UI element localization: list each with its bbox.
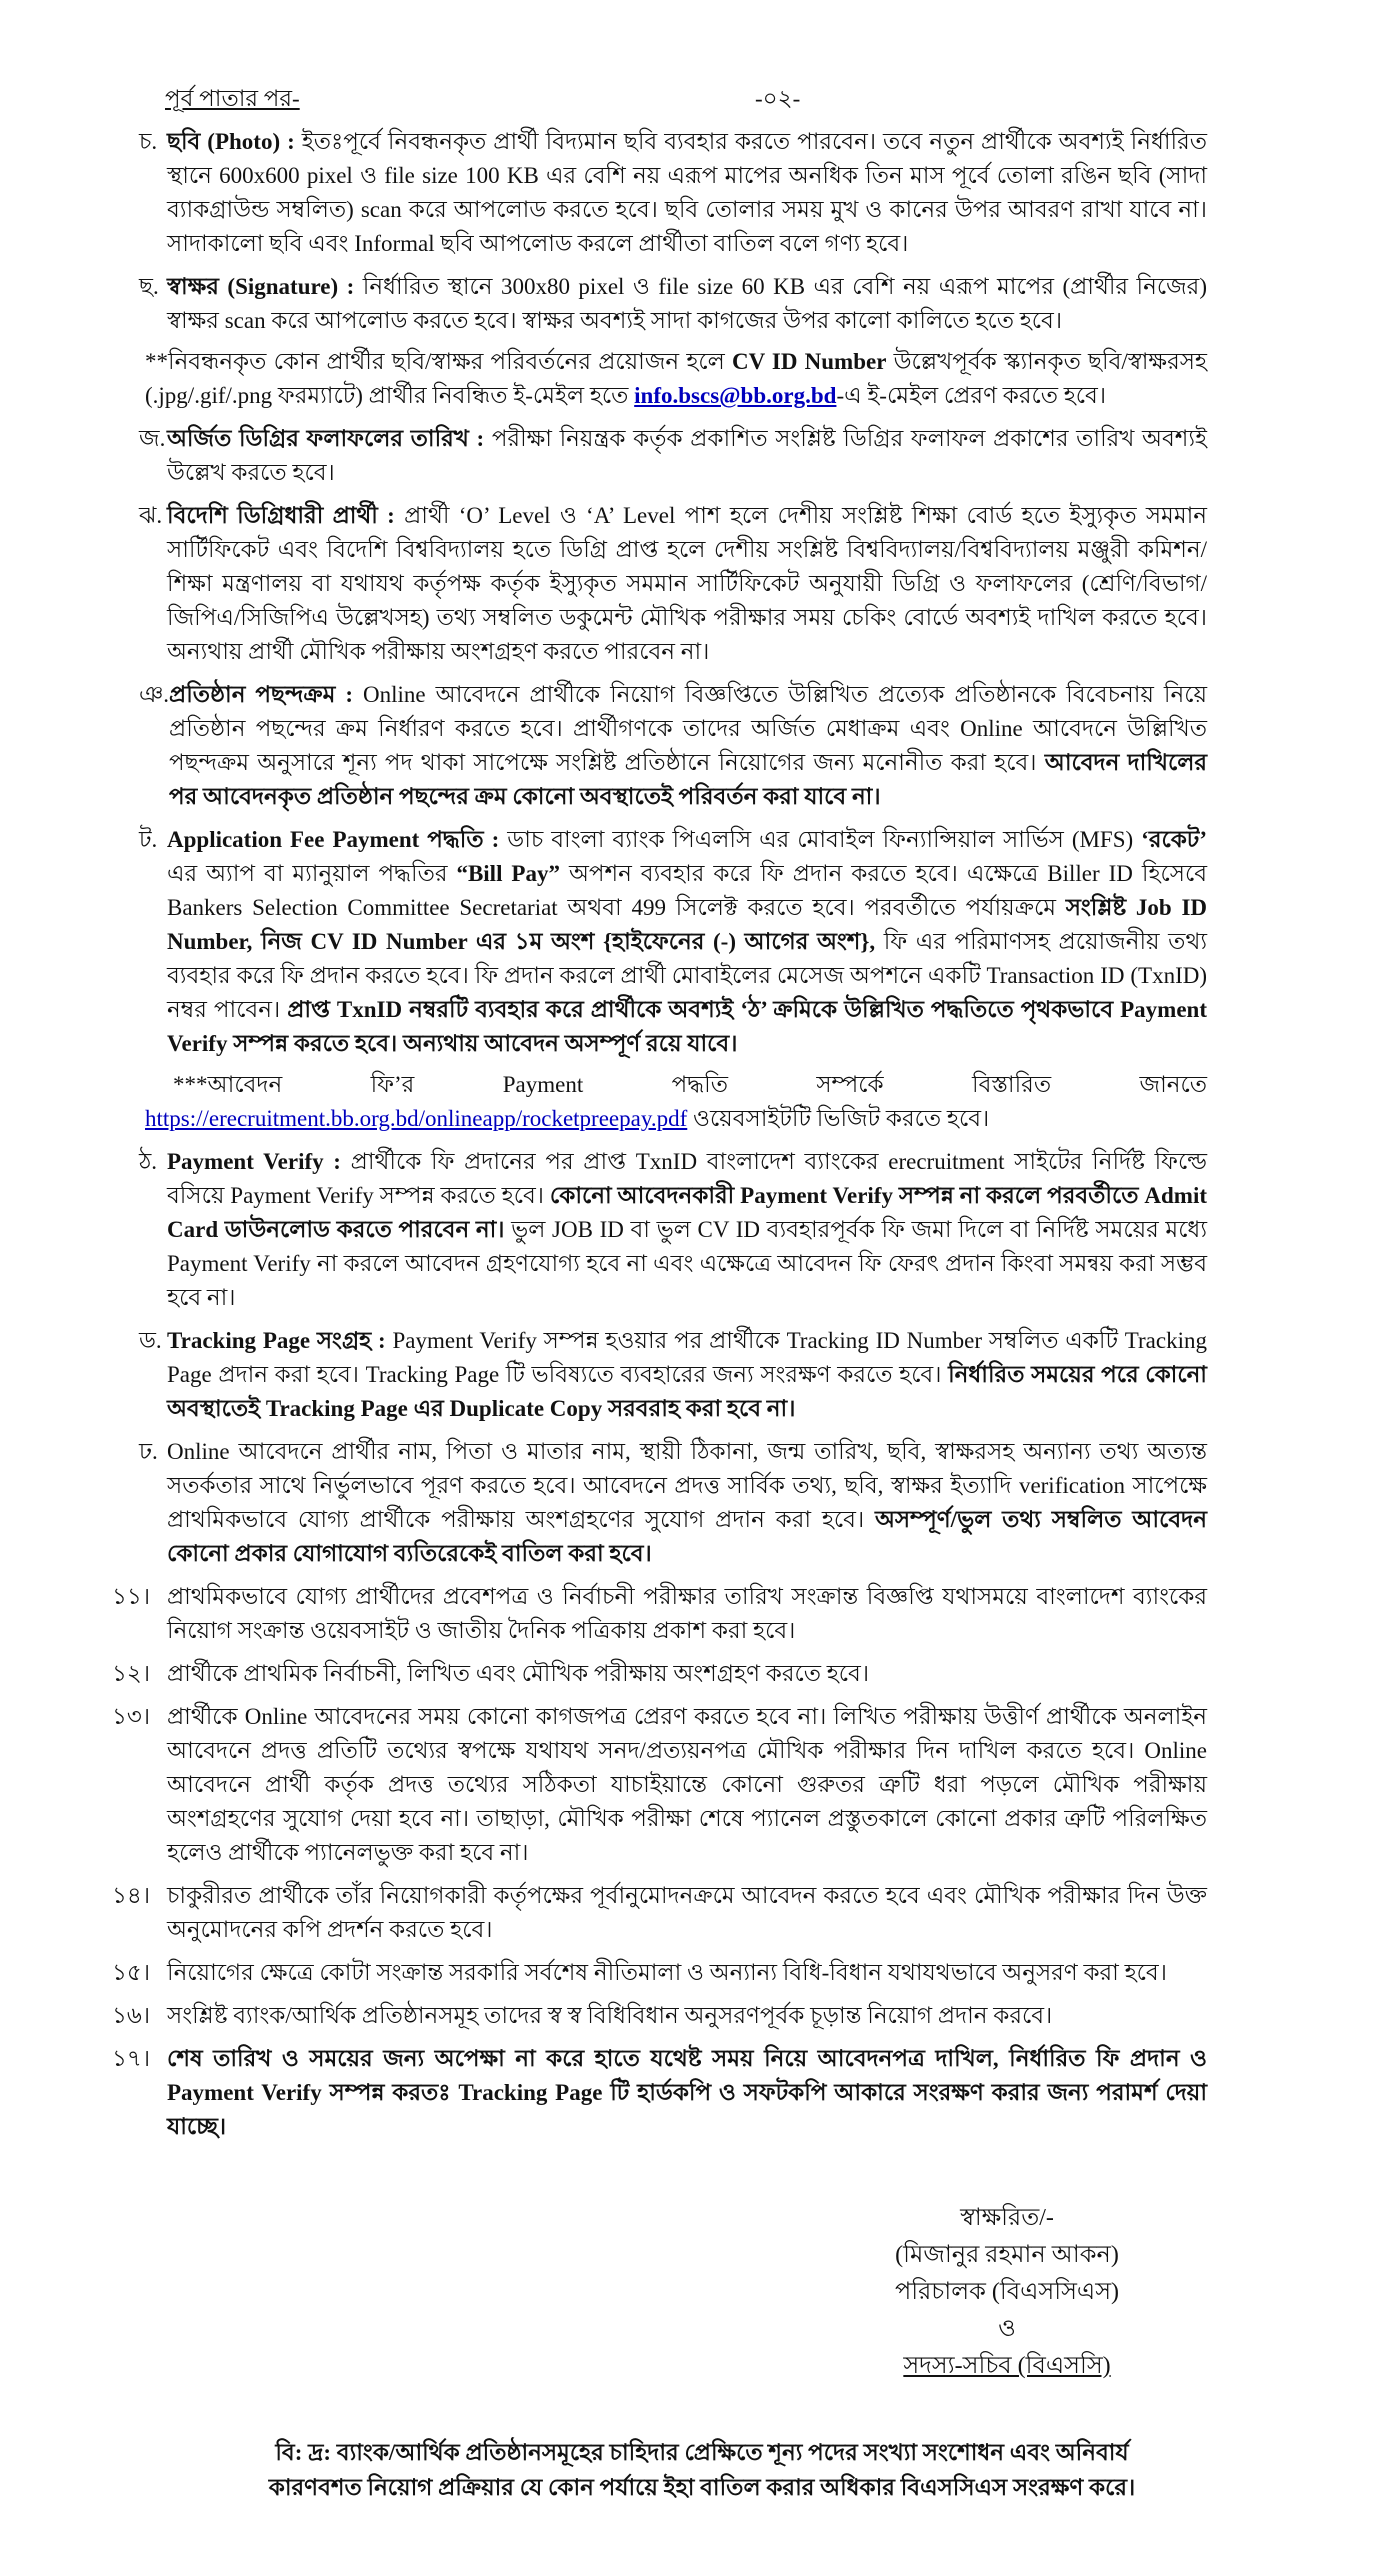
text-segment: স্বাক্ষর (Signature) : [167, 274, 363, 299]
item-content [167, 1879, 1207, 1947]
item-label: ট. [139, 827, 158, 852]
item-content [167, 1580, 1207, 1648]
item-paragraph [167, 1324, 1207, 1426]
item-content [167, 1435, 1207, 1571]
continuation-label: পূর্ব পাতার পর- [165, 86, 300, 111]
list-item [112, 823, 1207, 1136]
item-paragraph [167, 422, 1207, 490]
item-label: ড. [139, 1328, 162, 1353]
item-paragraph [167, 1580, 1207, 1648]
text-segment: ‘রকেট’ [1141, 827, 1207, 852]
instructions-list [112, 125, 1207, 2144]
signature-block [847, 2200, 1167, 2385]
page-header [112, 82, 1207, 116]
text-segment: Payment Verify সম্পন্ন হওয়ার পর প্রার্থীকে Tracking ID Number সম্বলিত একটি Tracking Page প্রদান করা হবে। Tracking Page টি ভবিষ্যতে ব্যবহারের জন্য সংরক্ষণ করতে হবে। [167, 1328, 1207, 1387]
list-item [112, 1956, 1207, 1990]
item-paragraph [167, 270, 1207, 338]
list-item [112, 1435, 1207, 1571]
text-segment: ফি এর পরিমাণসহ প্রয়োজনীয় তথ্য ব্যবহার করে ফি প্রদান করতে হবে। ফি প্রদান করলে প্রার্থী মোবাইলের মেসেজ অপশনে একটি Transaction ID (TxnID) নম্বর পাবেন। [167, 929, 1208, 1022]
item-label: ঞ. [139, 682, 170, 707]
item-content [145, 270, 1207, 413]
text-segment: প্রতিষ্ঠান পছন্দক্রম : [169, 682, 364, 707]
text-segment: সংশ্লিষ্ট Job ID Number, নিজ CV ID Number এর ১ম অংশ {হাইফেনের (-) আগের অংশ}, [167, 895, 1207, 954]
text-segment: নির্ধারিত স্থানে 300x80 pixel ও file size 60 KB এর বেশি নয় এরূপ মাপের (প্রার্থীর নিজের) স্বাক্ষর scan করে আপলোড করতে হবে। স্বাক্ষর অবশ্যই সাদা কাগজের উপর কালো কালিতে হতে হবে। [167, 274, 1207, 333]
item-paragraph [167, 1657, 1207, 1691]
signatory-title-member-secretary: সদস্য-সচিব (বিএসসি) [903, 2353, 1111, 2379]
text-segment: ***আবেদন ফি’র Payment পদ্ধতি সম্পর্কে বিস্তারিত জানতে [173, 1072, 1207, 1097]
item-paragraph [167, 1999, 1207, 2033]
item-content [167, 1999, 1207, 2033]
list-item [112, 125, 1207, 261]
email-link[interactable]: info.bscs@bb.org.bd [634, 383, 837, 408]
item-content [145, 823, 1208, 1136]
list-item [112, 1999, 1207, 2033]
item-paragraph [167, 823, 1207, 1061]
text-segment: ছবি (Photo) : [167, 129, 302, 154]
item-content [167, 1657, 1207, 1691]
list-item [112, 270, 1207, 413]
item-content [167, 422, 1207, 490]
item-label: ১৭। [112, 2046, 151, 2071]
item-paragraph [167, 499, 1207, 669]
text-segment: ডাচ বাংলা ব্যাংক পিএলসি এর মোবাইল ফিন্যান্সিয়াল সার্ভিস (MFS) [507, 827, 1142, 852]
item-paragraph [167, 1145, 1207, 1315]
item-content [167, 2042, 1207, 2144]
text-segment: Tracking Page সংগ্রহ : [167, 1328, 393, 1353]
item-label: ১৩। [112, 1704, 151, 1729]
item-subnote [145, 1068, 1207, 1136]
text-segment: Online আবেদনে প্রার্থীকে নিয়োগ বিজ্ঞপ্তিতে উল্লিখিত প্রত্যেক প্রতিষ্ঠানকে বিবেচনায় নিয়ে প্রতিষ্ঠান পছন্দের ক্রম নির্ধারণ করতে হবে। প্রার্থীগণকে তাদের অর্জিত মেধাক্রম এবং Online আবেদনে উল্লিখিত পছন্দক্রম অনুসারে শূন্য পদ থাকা সাপেক্ষে সংশ্লিষ্ট প্রতিষ্ঠানে নিয়োগের জন্য মনোনীত করা হবে। [169, 682, 1207, 775]
text-segment: চাকুরীরত প্রার্থীকে তাঁর নিয়োগকারী কর্তৃপক্ষের পূর্বানুমোদনক্রমে আবেদন করতে হবে এবং মৌখিক পরীক্ষার দিন উক্ত অনুমোদনের কপি প্রদর্শন করতে হবে। [167, 1883, 1207, 1942]
item-paragraph [167, 125, 1207, 261]
text-segment: আবেদন দাখিলের পর আবেদনকৃত প্রতিষ্ঠান পছন্দের ক্রম কোনো অবস্থাতেই পরিবর্তন করা যাবে না। [169, 750, 1207, 809]
text-segment: “Bill Pay” [456, 861, 560, 886]
list-item [112, 1700, 1207, 1870]
signature-conjunction: ও [998, 2316, 1016, 2342]
text-segment: এর অ্যাপ বা ম্যানুয়াল পদ্ধতির [167, 861, 457, 886]
text-segment: শেষ তারিখ ও সময়ের জন্য অপেক্ষা না করে হাতে যথেষ্ট সময় নিয়ে আবেদনপত্র দাখিল, নির্ধারিত ফি প্রদান ও Payment Verify সম্পন্ন করতঃ Tracking Page টি হার্ডকপি ও সফটকপি আকারে সংরক্ষণ করার জন্য পরামর্শ দেয়া যাচ্ছে। [167, 2046, 1207, 2139]
footnote [197, 2435, 1207, 2505]
item-subnote [145, 345, 1207, 413]
list-item [112, 1879, 1207, 1947]
text-segment: প্রার্থীকে প্রাথমিক নির্বাচনী, লিখিত এবং মৌখিক পরীক্ষায় অংশগ্রহণ করতে হবে। [167, 1661, 870, 1686]
text-segment: Online আবেদনে প্রার্থীর নাম, পিতা ও মাতার নাম, স্থায়ী ঠিকানা, জন্ম তারিখ, ছবি, স্বাক্ষরসহ অন্যান্য তথ্য অত্যন্ত সতর্কতার সাথে নির্ভুলভাবে পূরণ করতে হবে। আবেদনে প্রদত্ত সার্বিক তথ্য, ছবি, স্বাক্ষর ইত্যাদি verification সাপেক্ষে প্রাথমিকভাবে যোগ্য প্রার্থীকে পরীক্ষায় অংশগ্রহণের সুযোগ প্রদান করা হবে। [167, 1439, 1207, 1532]
footnote-line-2: কারণবশত নিয়োগ প্রক্রিয়ার যে কোন পর্যায়ে ইহা বাতিল করার অধিকার বিএসসিএস সংরক্ষণ করে। [268, 2475, 1136, 2500]
list-item [112, 1657, 1207, 1691]
item-label: ১১। [112, 1584, 151, 1609]
item-label: ছ. [139, 274, 159, 299]
text-segment: বিদেশি ডিগ্রিধারী প্রার্থী : [167, 503, 405, 528]
signed-label: স্বাক্ষরিত/- [960, 2205, 1054, 2231]
item-content [167, 125, 1207, 261]
item-label: ঝ. [139, 503, 163, 528]
text-segment: পরীক্ষা নিয়ন্ত্রক কর্তৃক প্রকাশিত সংশ্লিষ্ট ডিগ্রির ফলাফল প্রকাশের তারিখ অবশ্যই উল্লেখ করতে হবে। [167, 426, 1207, 485]
list-item [112, 2042, 1207, 2144]
item-paragraph [167, 1956, 1207, 1990]
text-segment: Payment Verify : [167, 1149, 351, 1174]
item-content [169, 678, 1207, 814]
item-label: ঠ. [139, 1149, 158, 1174]
text-segment: কোনো আবেদনকারী Payment Verify সম্পন্ন না করলে পরবর্তীতে Admit Card ডাউনলোড করতে পারবেন না। [167, 1183, 1207, 1242]
item-label: ১৪। [112, 1883, 151, 1908]
item-paragraph [167, 1435, 1207, 1571]
text-segment: নিয়োগের ক্ষেত্রে কোটা সংক্রান্ত সরকারি সর্বশেষ নীতিমালা ও অন্যান্য বিধি-বিধান যথাযথভাবে অনুসরণ করা হবে। [167, 1960, 1167, 1985]
item-label: ১৫। [112, 1960, 151, 1985]
item-content [167, 1700, 1207, 1870]
item-paragraph [167, 1700, 1207, 1870]
text-segment: ইতঃপূর্বে নিবন্ধনকৃত প্রার্থী বিদ্যমান ছবি ব্যবহার করতে পারবেন। তবে নতুন প্রার্থীকে অবশ্যই নির্ধারিত স্থানে 600x600 pixel ও file size 100 KB এর বেশি নয় এরূপ মাপের অনধিক তিন মাস পূর্বে তোলা রঙিন ছবি (সাদা ব্যাকগ্রাউন্ড সম্বলিত) scan করে আপলোড করতে হবে। ছবি তোলার সময় মুখ ও কানের উপর আবরণ রাখা যাবে না। সাদাকালো ছবি এবং Informal ছবি আপলোড করলে প্রার্থীতা বাতিল বলে গণ্য হবে। [167, 129, 1207, 256]
text-segment: প্রাপ্ত TxnID নম্বরটি ব্যবহার করে প্রার্থীকে অবশ্যই ‘ঠ’ ক্রমিকে উল্লিখিত পদ্ধতিতে পৃথকভাবে Payment Verify সম্পন্ন করতে হবে। অন্যথায় আবেদন অসম্পূর্ণ রয়ে যাবে। [167, 997, 1207, 1056]
item-label: ঢ. [139, 1439, 158, 1464]
list-item [112, 1580, 1207, 1648]
text-segment: প্রাথমিকভাবে যোগ্য প্রার্থীদের প্রবেশপত্র ও নির্বাচনী পরীক্ষার তারিখ সংক্রান্ত বিজ্ঞপ্তি যথাসময়ে বাংলাদেশ ব্যাংকের নিয়োগ সংক্রান্ত ওয়েবসাইট ও জাতীয় দৈনিক পত্রিকায় প্রকাশ করা হবে। [167, 1584, 1207, 1643]
page-number: -০২- [755, 86, 801, 111]
text-segment: প্রার্থী ‘O’ Level ও ‘A’ Level পাশ হলে দেশীয় সংশ্লিষ্ট শিক্ষা বোর্ড হতে ইস্যুকৃত সমমান সার্টিফিকেট এবং বিদেশি বিশ্ববিদ্যালয় হতে ডিগ্রি প্রাপ্ত হলে দেশীয় সংশ্লিষ্ট বিশ্ববিদ্যালয়/বিশ্ববিদ্যালয় মঞ্জুরী কমিশন/শিক্ষা মন্ত্রণালয় বা যথাযথ কর্তৃপক্ষ কর্তৃক ইস্যুকৃত সমমান সার্টিফিকেট অনুযায়ী ডিগ্রি ও ফলাফলের (শ্রেণি/বিভাগ/জিপিএ/সিজিপিএ উল্লেখসহ) তথ্য সম্বলিত ডকুমেন্ট মৌখিক পরীক্ষার সময় চেকিং বোর্ডে অবশ্যই দাখিল করতে হবে। অন্যথায় প্রার্থী মৌখিক পরীক্ষায় অংশগ্রহণ করতে পারবেন না। [167, 503, 1207, 664]
text-segment: প্রার্থীকে ফি প্রদানের পর প্রাপ্ত TxnID বাংলাদেশ ব্যাংকের erecruitment সাইটের নির্দিষ্ট ফিল্ডে বসিয়ে Payment Verify সম্পন্ন করতে হবে। [167, 1149, 1207, 1208]
text-segment: নির্ধারিত সময়ের পরে কোনো অবস্থাতেই Tracking Page এর Duplicate Copy সরবরাহ করা হবে না। [167, 1362, 1207, 1421]
list-item [112, 1145, 1207, 1315]
rocket-prepay-link[interactable]: https://erecruitment.bb.org.bd/onlineapp/rocketpreepay.pdf [145, 1106, 688, 1131]
text-segment: উল্লেখপূর্বক স্ক্যানকৃত ছবি/স্বাক্ষরসহ (.jpg/.gif/.png ফরম্যাটে) প্রার্থীর নিবন্ধিত ই-মেইল হতে [145, 349, 1207, 408]
item-label: ১৬। [112, 2003, 151, 2028]
item-paragraph [167, 2042, 1207, 2144]
text-segment: সংশ্লিষ্ট ব্যাংক/আর্থিক প্রতিষ্ঠানসমূহ তাদের স্ব স্ব বিধিবিধান অনুসরণপূর্বক চূড়ান্ত নিয়োগ প্রদান করবে। [167, 2003, 1053, 2028]
list-item [112, 678, 1207, 814]
text-segment: অর্জিত ডিগ্রির ফলাফলের তারিখ : [167, 426, 492, 451]
text-segment: ওয়েবসাইটটি ভিজিট করতে হবে। [687, 1106, 990, 1131]
item-paragraph [167, 1879, 1207, 1947]
list-item [112, 1324, 1207, 1426]
list-item [112, 422, 1207, 490]
signatory-title-director: পরিচালক (বিএসসিএস) [894, 2279, 1120, 2305]
item-content [167, 1956, 1207, 1990]
item-content [167, 1145, 1207, 1315]
item-label: জ. [139, 426, 166, 451]
item-paragraph [169, 678, 1207, 814]
item-content [167, 1324, 1207, 1426]
text-segment: প্রার্থীকে Online আবেদনের সময় কোনো কাগজপত্র প্রেরণ করতে হবে না। লিখিত পরীক্ষায় উত্তীর্ণ প্রার্থীকে অনলাইন আবেদনে প্রদত্ত প্রতিটি তথ্যের স্বপক্ষে যথাযথ সনদ/প্রত্যয়নপত্র মৌখিক পরীক্ষার দিন দাখিল করতে হবে। Online আবেদনে প্রার্থী কর্তৃক প্রদত্ত তথ্যের সঠিকতা যাচাইয়ান্তে কোনো গুরুতর ত্রুটি ধরা পড়লে মৌখিক পরীক্ষায় অংশগ্রহণের সুযোগ দেয়া হবে না। তাছাড়া, মৌখিক পরীক্ষা শেষে প্যানেল প্রস্তুতকালে কোনো প্রকার ত্রুটি পরিলক্ষিত হলেও প্রার্থীকে প্যানেলভুক্ত করা হবে না। [167, 1704, 1207, 1865]
text-segment: Application Fee Payment পদ্ধতি : [167, 827, 508, 852]
signatory-name: (মিজানুর রহমান আকন) [895, 2242, 1119, 2268]
text-segment: ভুল JOB ID বা ভুল CV ID ব্যবহারপূর্বক ফি জমা দিলে বা নির্দিষ্ট সময়ের মধ্যে Payment Verify না করলে আবেদন গ্রহণযোগ্য হবে না এবং এক্ষেত্রে আবেদন ফি ফেরৎ প্রদান কিংবা সমন্বয় করা সম্ভব হবে না। [167, 1217, 1207, 1310]
list-item [112, 499, 1207, 669]
item-content [167, 499, 1207, 669]
text-segment: **নিবন্ধনকৃত কোন প্রার্থীর ছবি/স্বাক্ষর পরিবর্তনের প্রয়োজন হলে [145, 349, 732, 374]
text-segment: অসম্পূর্ণ/ভুল তথ্য সম্বলিত আবেদন কোনো প্রকার যোগাযোগ ব্যতিরেকেই বাতিল করা হবে। [167, 1507, 1207, 1566]
item-label: ১২। [112, 1661, 151, 1686]
text-segment: -এ ই-মেইল প্রেরণ করতে হবে। [836, 383, 1107, 408]
text-segment: CV ID Number [731, 349, 887, 374]
item-label: চ. [139, 129, 158, 154]
footnote-line-1: বি: দ্র: ব্যাংক/আর্থিক প্রতিষ্ঠানসমূহের চাহিদার প্রেক্ষিতে শূন্য পদের সংখ্যা সংশোধন এবং অনিবার্য [275, 2440, 1129, 2465]
text-segment: অপশন ব্যবহার করে ফি প্রদান করতে হবে। এক্ষেত্রে Biller ID হিসেবে Bankers Selection Committee Secretariat অথবা 499 সিলেক্ট করতে হবে। পরবর্তীতে পর্যায়ক্রমে [167, 861, 1208, 920]
